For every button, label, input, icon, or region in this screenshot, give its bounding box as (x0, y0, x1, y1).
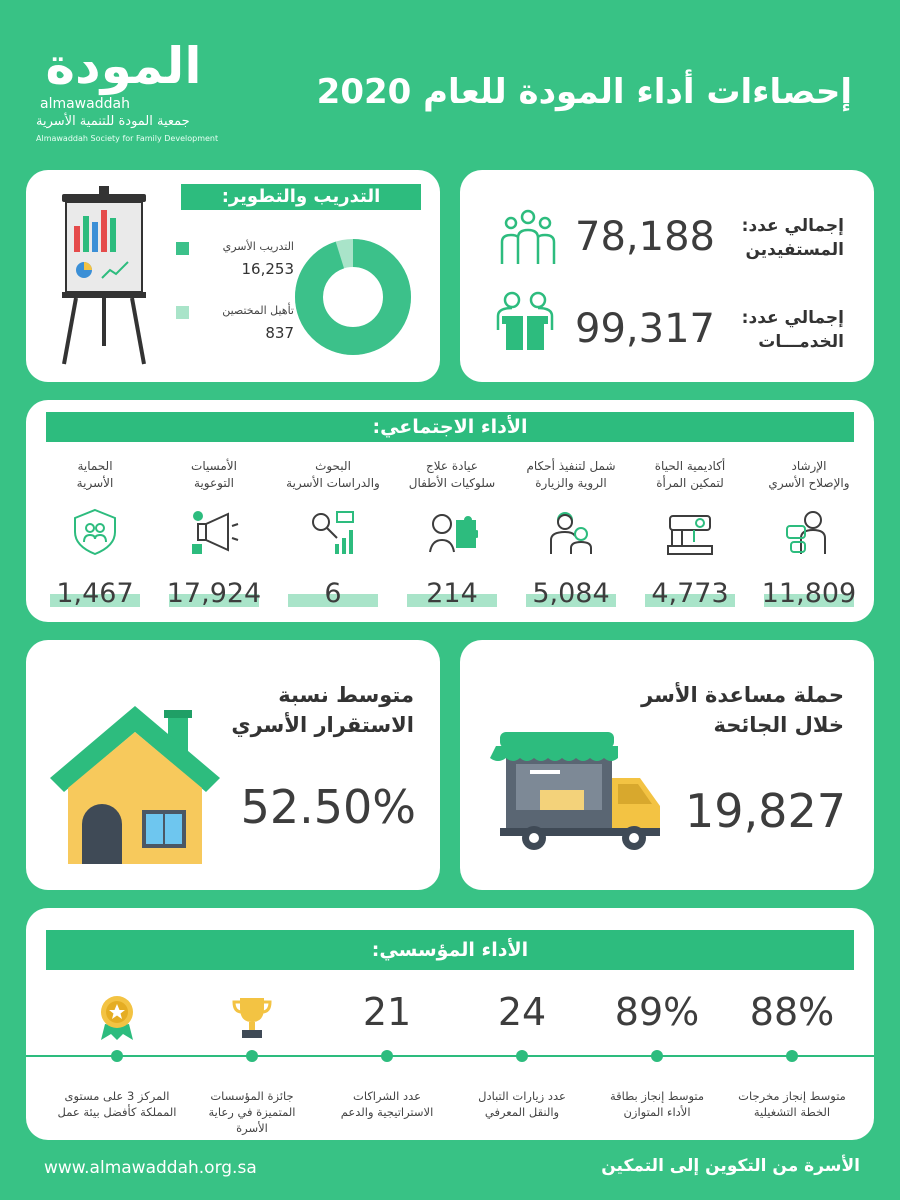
social-item (750, 458, 868, 618)
pandemic-label (641, 680, 844, 740)
social-item-value-text: 1,467 (56, 578, 134, 609)
institutional-title: الأداء المؤسسي: (46, 930, 854, 970)
stability-card (26, 640, 440, 890)
pandemic-label-line2: خلال الجائحة (713, 713, 844, 737)
institutional-item-value: 88% (749, 990, 835, 1034)
training-donut-chart (294, 238, 412, 356)
services-label-line1: إجمالي عدد: (741, 308, 844, 328)
institutional-item-value: 21 (362, 990, 412, 1034)
social-item-value (36, 578, 154, 618)
social-item-label (36, 458, 154, 494)
social-item-label (750, 458, 868, 494)
social-item-value (631, 578, 749, 618)
logo-latin: almawaddah (40, 96, 130, 112)
timeline-dot (381, 1050, 393, 1062)
social-item (36, 458, 154, 618)
page-title: إحصاءات أداء المودة للعام 2020 (316, 72, 852, 112)
social-item-value (393, 578, 511, 618)
legend-value-family-training: 16,253 (241, 260, 294, 278)
institutional-item (192, 990, 312, 1135)
logo (36, 37, 219, 148)
social-item (512, 458, 630, 618)
institutional-item-label: جائزة المؤسسات المتميزة في رعاية الأسرة (208, 1089, 296, 1135)
social-item-label-line1: عيادة علاج (426, 459, 478, 473)
family-gift-icon (492, 290, 558, 356)
social-item-label-line1: الإرشاد (791, 459, 827, 473)
social-item-value-text: 5,084 (532, 578, 610, 609)
institutional-item-value: 24 (497, 990, 547, 1034)
footer-slogan: الأسرة من التكوين إلى التمكين (601, 1156, 860, 1176)
beneficiaries-label (742, 214, 844, 262)
legend-swatch-family-training (176, 242, 189, 255)
social-item-value-text: 4,773 (651, 578, 729, 609)
social-item (274, 458, 392, 618)
social-item-label (631, 458, 749, 494)
training-title: التدريب والتطوير: (181, 184, 421, 210)
org-name-ar: جمعية المودة للتنمية الأسرية (36, 114, 190, 129)
social-item-value-text: 6 (324, 578, 342, 609)
services-label (742, 306, 844, 354)
institutional-item-label: عدد الشراكات الاستراتيجية والدعم (340, 1089, 434, 1119)
social-item-value-text: 214 (426, 578, 478, 609)
totals-card (460, 170, 874, 382)
medal-icon (57, 990, 177, 1040)
social-item-label-line2: سلوكيات الأطفال (408, 476, 496, 490)
legend-label-family-training: التدريب الأسري (222, 240, 294, 253)
shield-family-icon (69, 506, 121, 558)
legend-label-specialists: تأهيل المختصين (222, 304, 294, 317)
social-item-value (512, 578, 630, 618)
pandemic-value: 19,827 (685, 784, 846, 838)
sewing-machine-icon (664, 506, 716, 558)
pandemic-card (460, 640, 874, 890)
timeline-dot (651, 1050, 663, 1062)
research-chart-icon (307, 506, 359, 558)
social-item (631, 458, 749, 618)
institutional-item (57, 990, 177, 1130)
footer-url[interactable]: www.almawaddah.org.sa (44, 1158, 257, 1178)
social-item-label-line2: لتمكين المرأة (656, 476, 724, 490)
beneficiaries-label-line1: إجمالي عدد: (741, 216, 844, 236)
institutional-item (597, 990, 717, 1130)
social-item-value-text: 11,809 (761, 578, 857, 609)
social-item-label (155, 458, 273, 494)
social-item-label-line2: والدراسات الأسرية (286, 476, 380, 490)
timeline-dot (516, 1050, 528, 1062)
social-item-label-line1: البحوث (315, 459, 351, 473)
social-item-label-line2: التوعوية (194, 476, 234, 490)
legend-swatch-specialists (176, 306, 189, 319)
services-label-line2: الخدمـــات (758, 332, 844, 352)
social-item (155, 458, 273, 618)
beneficiaries-label-line2: المستفيدين (745, 240, 844, 260)
org-name-en: Almawaddah Society for Family Development (36, 134, 219, 143)
legend-value-specialists: 837 (265, 324, 294, 342)
timeline-dot (786, 1050, 798, 1062)
social-item (393, 458, 511, 618)
beneficiaries-value: 78,188 (575, 214, 715, 260)
social-item-label-line1: شمل لتنفيذ أحكام (526, 459, 616, 473)
social-item-label-line1: أكاديمية الحياة (654, 459, 726, 473)
institutional-item (462, 990, 582, 1130)
institutional-item-label: متوسط إنجاز مخرجات الخطة التشغيلية (738, 1089, 846, 1119)
institutional-item-label: عدد زيارات التبادل والنقل المعرفي (478, 1089, 566, 1119)
social-item-label-line2: الروية والزيارة (535, 476, 607, 490)
stability-label (231, 680, 414, 740)
parent-child-icon (545, 506, 597, 558)
institutional-item-label: متوسط إنجاز بطاقة الأداء المتوازن (609, 1089, 705, 1119)
stability-value: 52.50% (240, 780, 416, 834)
institutional-item-label: المركز 3 على مستوى المملكة كأفضل بيئة عمل (57, 1089, 177, 1119)
food-truck-icon (490, 728, 666, 858)
institutional-card (26, 908, 874, 1140)
social-item-label (274, 458, 392, 494)
counseling-icon (783, 506, 835, 558)
training-card (26, 170, 440, 382)
social-item-value (750, 578, 868, 618)
pandemic-label-line1: حملة مساعدة الأسر (641, 683, 844, 707)
services-value: 99,317 (575, 306, 715, 352)
social-item-label (393, 458, 511, 494)
social-item-label (512, 458, 630, 494)
stability-label-line2: الاستقرار الأسري (231, 713, 414, 737)
social-item-label-line1: الحماية (77, 459, 113, 473)
donut-segment-family-training (309, 253, 397, 341)
timeline-dot (246, 1050, 258, 1062)
social-item-value (155, 578, 273, 618)
institutional-item (732, 990, 852, 1130)
social-item-value (274, 578, 392, 618)
institutional-item-value: 89% (614, 990, 700, 1034)
social-item-value-text: 17,924 (166, 578, 262, 609)
child-puzzle-icon (426, 506, 478, 558)
timeline-dot (111, 1050, 123, 1062)
stability-label-line1: متوسط نسبة (278, 683, 414, 707)
social-item-label-line2: والإصلاح الأسري (768, 476, 850, 490)
social-title: الأداء الاجتماعي: (46, 412, 854, 442)
institutional-item (327, 990, 447, 1130)
social-item-label-line1: الأمسيات (191, 459, 237, 473)
social-item-label-line2: الأسرية (76, 476, 114, 490)
social-card (26, 400, 874, 622)
trophy-icon (192, 990, 312, 1040)
logo-arabic: المودة (45, 37, 202, 95)
megaphone-icon (188, 506, 240, 558)
house-icon (50, 706, 220, 870)
presentation-board-icon (54, 186, 154, 366)
people-group-icon (498, 208, 558, 270)
